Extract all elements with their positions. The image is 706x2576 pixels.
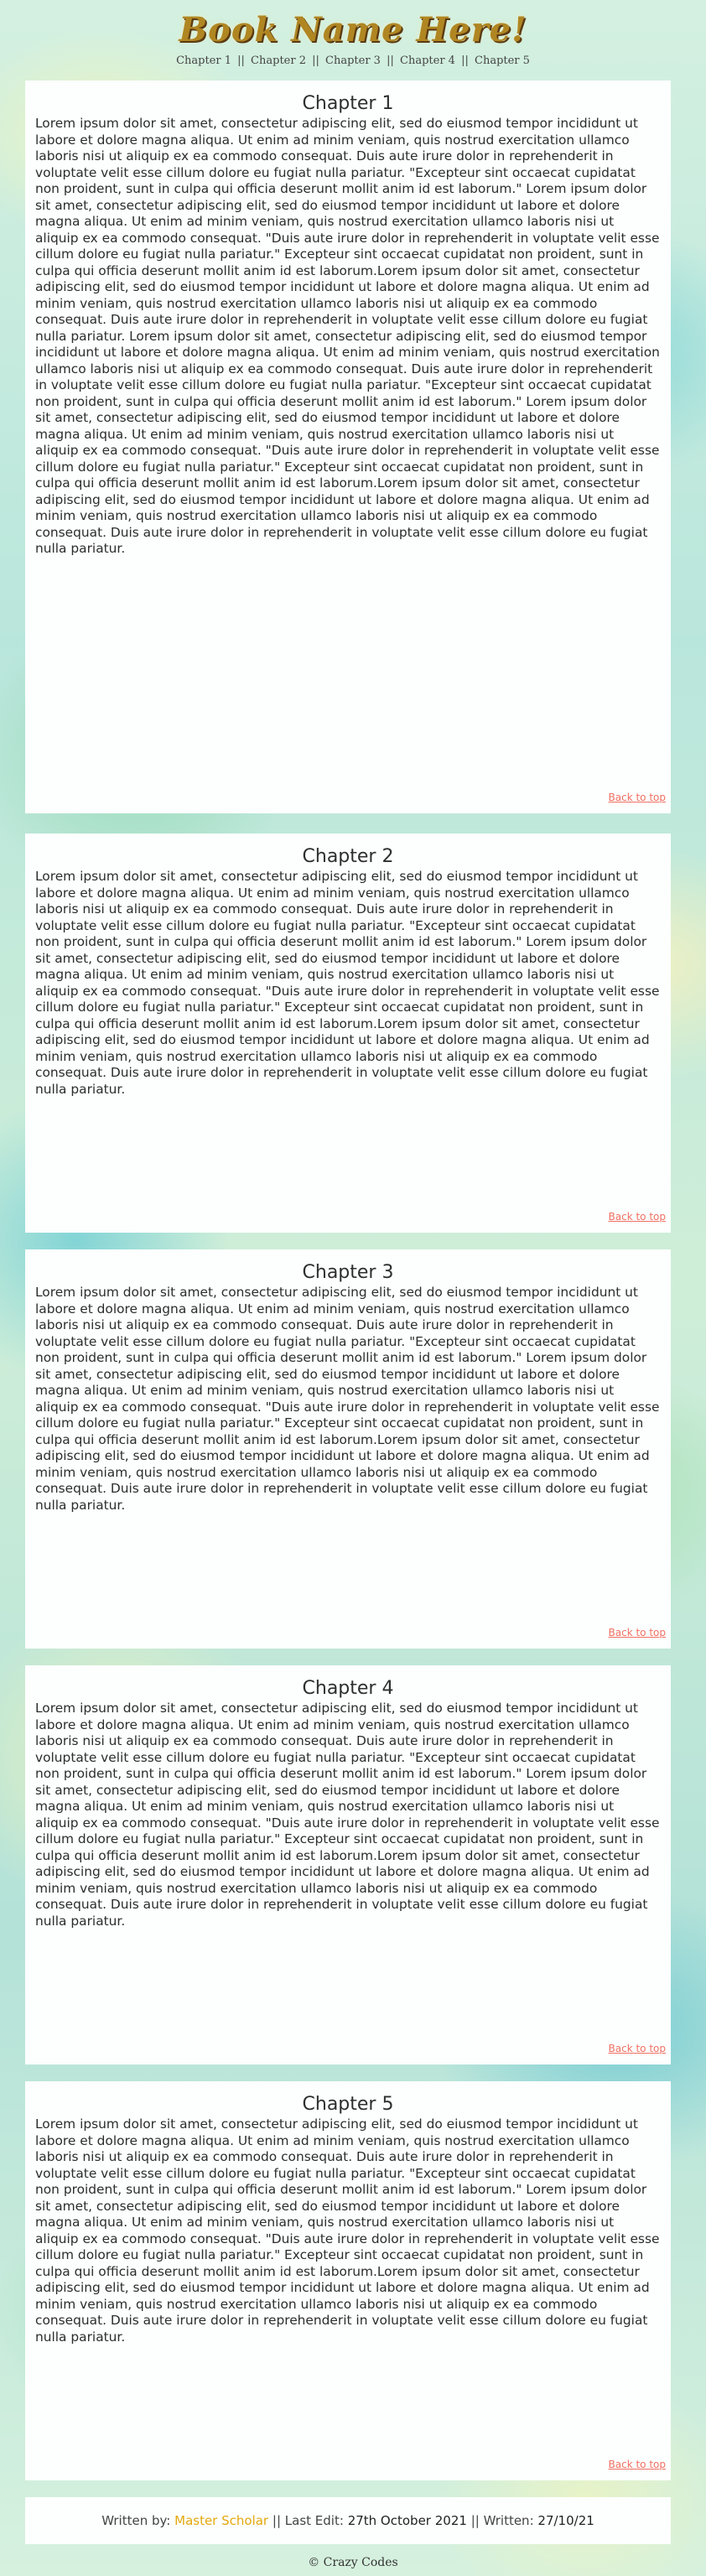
nav-link-chapter-1[interactable]: Chapter 1 — [176, 55, 231, 67]
footer-separator: || — [470, 2513, 480, 2528]
last-edit-label: Last Edit: — [284, 2513, 344, 2528]
nav-link-chapter-3[interactable]: Chapter 3 — [325, 55, 381, 67]
written-by-label: Written by: — [101, 2513, 171, 2528]
chapter-body: Lorem ipsum dolor sit amet, consectetur adipiscing elit, sed do eiusmod tempor incididunt ut labore et dolore magna aliqua. Ut enim ad minim veniam, quis nostrud exercitation ullamco laboris nisi ut aliquip ex ea commodo consequat. Duis aute irure dolor in reprehenderit in voluptate velit esse cillum dolore eu fugiat nulla pariatur. "Excepteur sint occaecat cupidatat non proident, sunt in culpa qui officia deserunt mollit anim id est laborum." Lorem ipsum dolor sit amet, consectetur adipiscing elit, sed do eiusmod tempor incididunt ut labore et dolore magna aliqua. Ut enim ad minim veniam, quis nostrud exercitation ullamco laboris nisi ut aliquip ex ea commodo consequat. "Duis aute irure dolor in reprehenderit in voluptate velit esse cillum dolore eu fugiat nulla pariatur." Excepteur sint occaecat cupidatat non proident, sunt in culpa qui officia deserunt mollit anim id est laborum.Lorem ipsum dolor sit amet, consectetur adipiscing elit, sed do eiusmod tempor incididunt ut labore et dolore magna aliqua. Ut enim ad minim veniam, quis nostrud exercitation ullamco laboris nisi ut aliquip ex ea commodo consequat. Duis aute irure dolor in reprehenderit in voluptate velit esse cillum dolore eu fugiat nulla pariatur. — [35, 1701, 660, 1929]
chapter-body: Lorem ipsum dolor sit amet, consectetur adipiscing elit, sed do eiusmod tempor incididunt ut labore et dolore magna aliqua. Ut enim ad minim veniam, quis nostrud exercitation ullamco laboris nisi ut aliquip ex ea commodo consequat. Duis aute irure dolor in reprehenderit in voluptate velit esse cillum dolore eu fugiat nulla pariatur. "Excepteur sint occaecat cupidatat non proident, sunt in culpa qui officia deserunt mollit anim id est laborum." Lorem ipsum dolor sit amet, consectetur adipiscing elit, sed do eiusmod tempor incididunt ut labore et dolore magna aliqua. Ut enim ad minim veniam, quis nostrud exercitation ullamco laboris nisi ut aliquip ex ea commodo consequat. "Duis aute irure dolor in reprehenderit in voluptate velit esse cillum dolore eu fugiat nulla pariatur." Excepteur sint occaecat cupidatat non proident, sunt in culpa qui officia deserunt mollit anim id est laborum.Lorem ipsum dolor sit amet, consectetur adipiscing elit, sed do eiusmod tempor incididunt ut labore et dolore magna aliqua. Ut enim ad minim veniam, quis nostrud exercitation ullamco laboris nisi ut aliquip ex ea commodo consequat. Duis aute irure dolor in reprehenderit in voluptate velit esse cillum dolore eu fugiat nulla pariatur. — [35, 2116, 660, 2345]
book-title: Book Name Here! — [179, 10, 527, 49]
chapter-body: Lorem ipsum dolor sit amet, consectetur adipiscing elit, sed do eiusmod tempor incididunt ut labore et dolore magna aliqua. Ut enim ad minim veniam, quis nostrud exercitation ullamco laboris nisi ut aliquip ex ea commodo consequat. Duis aute irure dolor in reprehenderit in voluptate velit esse cillum dolore eu fugiat nulla pariatur. "Excepteur sint occaecat cupidatat non proident, sunt in culpa qui officia deserunt mollit anim id est laborum." Lorem ipsum dolor sit amet, consectetur adipiscing elit, sed do eiusmod tempor incididunt ut labore et dolore magna aliqua. Ut enim ad minim veniam, quis nostrud exercitation ullamco laboris nisi ut aliquip ex ea commodo consequat. "Duis aute irure dolor in reprehenderit in voluptate velit esse cillum dolore eu fugiat nulla pariatur." Excepteur sint occaecat cupidatat non proident, sunt in culpa qui officia deserunt mollit anim id est laborum.Lorem ipsum dolor sit amet, consectetur adipiscing elit, sed do eiusmod tempor incididunt ut labore et dolore magna aliqua. Ut enim ad minim veniam, quis nostrud exercitation ullamco laboris nisi ut aliquip ex ea commodo consequat. Duis aute irure dolor in reprehenderit in voluptate velit esse cillum dolore eu fugiat nulla pariatur. — [35, 869, 660, 1097]
back-to-top-link[interactable]: Back to top — [608, 792, 666, 803]
last-edit-date: 27th October 2021 — [347, 2513, 467, 2528]
nav-link-chapter-5[interactable]: Chapter 5 — [475, 55, 530, 67]
nav-separator: || — [312, 55, 319, 67]
chapter-title: Chapter 2 — [302, 846, 394, 867]
page-header — [0, 0, 706, 80]
footer-separator: || — [272, 2513, 281, 2528]
chapter-card-2 — [25, 834, 671, 1233]
chapter-body: Lorem ipsum dolor sit amet, consectetur adipiscing elit, sed do eiusmod tempor incididunt ut labore et dolore magna aliqua. Ut enim ad minim veniam, quis nostrud exercitation ullamco laboris nisi ut aliquip ex ea commodo consequat. Duis aute irure dolor in reprehenderit in voluptate velit esse cillum dolore eu fugiat nulla pariatur. "Excepteur sint occaecat cupidatat non proident, sunt in culpa qui officia deserunt mollit anim id est laborum." Lorem ipsum dolor sit amet, consectetur adipiscing elit, sed do eiusmod tempor incididunt ut labore et dolore magna aliqua. Ut enim ad minim veniam, quis nostrud exercitation ullamco laboris nisi ut aliquip ex ea commodo consequat. "Duis aute irure dolor in reprehenderit in voluptate velit esse cillum dolore eu fugiat nulla pariatur." Excepteur sint occaecat cupidatat non proident, sunt in culpa qui officia deserunt mollit anim id est laborum.Lorem ipsum dolor sit amet, consectetur adipiscing elit, sed do eiusmod tempor incididunt ut labore et dolore magna aliqua. Ut enim ad minim veniam, quis nostrud exercitation ullamco laboris nisi ut aliquip ex ea commodo consequat. Duis aute irure dolor in reprehenderit in voluptate velit esse cillum dolore eu fugiat nulla pariatur. Lorem ipsum dolor sit amet, consectetur adipiscing elit, sed do eiusmod tempor incididunt ut labore et dolore magna aliqua. Ut enim ad minim veniam, quis nostrud exercitation ullamco laboris nisi ut aliquip ex ea commodo consequat. Duis aute irure dolor in reprehenderit in voluptate velit esse cillum dolore eu fugiat nulla pariatur. "Excepteur sint occaecat cupidatat non proident, sunt in culpa qui officia deserunt mollit anim id est laborum." Lorem ipsum dolor sit amet, consectetur adipiscing elit, sed do eiusmod tempor incididunt ut labore et dolore magna aliqua. Ut enim ad minim veniam, quis nostrud exercitation ullamco laboris nisi ut aliquip ex ea commodo consequat. "Duis aute irure dolor in reprehenderit in voluptate velit esse cillum dolore eu fugiat nulla pariatur." Excepteur sint occaecat cupidatat non proident, sunt in culpa qui officia deserunt mollit anim id est laborum.Lorem ipsum dolor sit amet, consectetur adipiscing elit, sed do eiusmod tempor incididunt ut labore et dolore magna aliqua. Ut enim ad minim veniam, quis nostrud exercitation ullamco laboris nisi ut aliquip ex ea commodo consequat. Duis aute irure dolor in reprehenderit in voluptate velit esse cillum dolore eu fugiat nulla pariatur. — [35, 116, 660, 556]
chapter-card-3 — [25, 1249, 671, 1649]
nav-separator: || — [387, 55, 394, 67]
written-date: 27/10/21 — [537, 2513, 594, 2528]
nav-separator: || — [461, 55, 469, 67]
chapter-title: Chapter 5 — [302, 2094, 394, 2115]
nav-link-chapter-2[interactable]: Chapter 2 — [251, 55, 306, 67]
author-name: Master Scholar — [174, 2513, 269, 2528]
copyright-notice: © Crazy Codes — [308, 2556, 398, 2569]
back-to-top-link[interactable]: Back to top — [608, 2459, 666, 2470]
written-label: Written: — [483, 2513, 534, 2528]
footer-info — [25, 2497, 671, 2544]
nav-link-chapter-4[interactable]: Chapter 4 — [400, 55, 455, 67]
chapter-title: Chapter 1 — [302, 93, 394, 114]
back-to-top-link[interactable]: Back to top — [608, 2043, 666, 2054]
chapter-nav — [0, 54, 706, 69]
chapter-title: Chapter 4 — [302, 1678, 394, 1699]
chapter-card-1 — [25, 80, 671, 813]
chapter-title: Chapter 3 — [302, 1262, 394, 1283]
nav-separator: || — [237, 55, 245, 67]
chapter-card-5 — [25, 2081, 671, 2480]
chapter-body: Lorem ipsum dolor sit amet, consectetur adipiscing elit, sed do eiusmod tempor incididunt ut labore et dolore magna aliqua. Ut enim ad minim veniam, quis nostrud exercitation ullamco laboris nisi ut aliquip ex ea commodo consequat. Duis aute irure dolor in reprehenderit in voluptate velit esse cillum dolore eu fugiat nulla pariatur. "Excepteur sint occaecat cupidatat non proident, sunt in culpa qui officia deserunt mollit anim id est laborum." Lorem ipsum dolor sit amet, consectetur adipiscing elit, sed do eiusmod tempor incididunt ut labore et dolore magna aliqua. Ut enim ad minim veniam, quis nostrud exercitation ullamco laboris nisi ut aliquip ex ea commodo consequat. "Duis aute irure dolor in reprehenderit in voluptate velit esse cillum dolore eu fugiat nulla pariatur." Excepteur sint occaecat cupidatat non proident, sunt in culpa qui officia deserunt mollit anim id est laborum.Lorem ipsum dolor sit amet, consectetur adipiscing elit, sed do eiusmod tempor incididunt ut labore et dolore magna aliqua. Ut enim ad minim veniam, quis nostrud exercitation ullamco laboris nisi ut aliquip ex ea commodo consequat. Duis aute irure dolor in reprehenderit in voluptate velit esse cillum dolore eu fugiat nulla pariatur. — [35, 1285, 660, 1513]
chapter-card-4 — [25, 1665, 671, 2064]
back-to-top-link[interactable]: Back to top — [608, 1211, 666, 1223]
back-to-top-link[interactable]: Back to top — [608, 1627, 666, 1639]
